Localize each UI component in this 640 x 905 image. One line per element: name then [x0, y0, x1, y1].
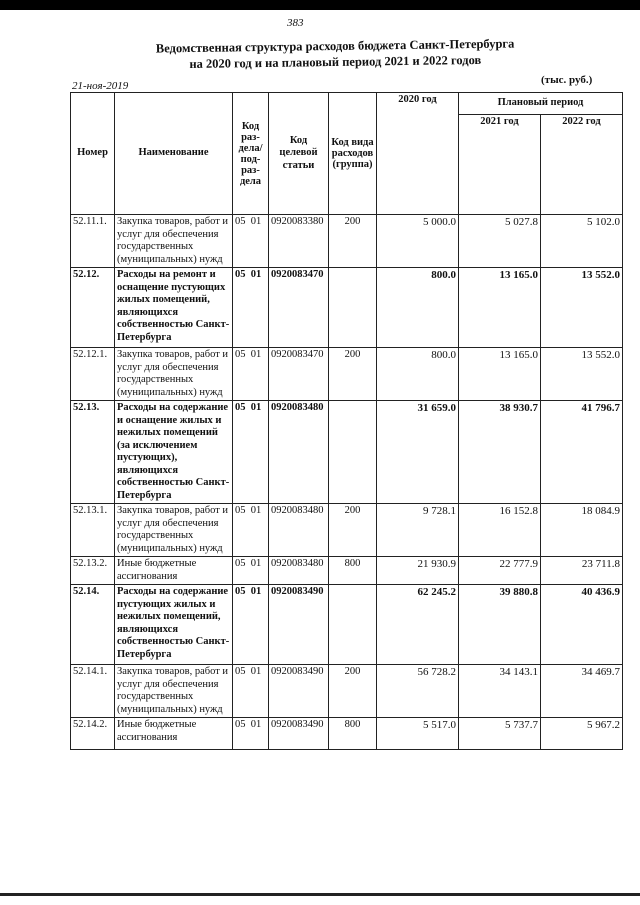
row-expense-type: 200 — [329, 348, 377, 401]
table-row — [71, 718, 623, 750]
row-value-2021: 5 027.8 — [459, 215, 541, 268]
row-name: Расходы на содержание пустующих жилых и нежилых помещений, являющихся собственностью Санкт-Петербурга — [115, 585, 233, 665]
bottom-scan-border — [0, 893, 640, 896]
row-number: 52.13.2. — [71, 557, 115, 585]
row-value-2021: 39 880.8 — [459, 585, 541, 665]
row-value-2022: 5 967.2 — [541, 718, 623, 750]
header-2022: 2022 год — [541, 115, 623, 215]
row-section-code: 05 01 — [233, 585, 269, 665]
document-title — [120, 35, 550, 73]
row-number: 52.14.2. — [71, 718, 115, 750]
row-value-2020: 56 728.2 — [377, 665, 459, 718]
header-expense-type-code: Код вида расходов (группа) — [329, 93, 377, 215]
row-name: Расходы на ремонт и оснащение пустующих жилых помещений, являющихся собственностью Санкт-Петербурга — [115, 268, 233, 348]
row-name: Закупка товаров, работ и услуг для обеспечения государственных (муниципальных) нужд — [115, 215, 233, 268]
row-target-code: 0920083470 — [269, 268, 329, 348]
row-name: Закупка товаров, работ и услуг для обеспечения государственных (муниципальных) нужд — [115, 665, 233, 718]
row-target-code: 0920083490 — [269, 665, 329, 718]
row-number: 52.14.1. — [71, 665, 115, 718]
row-value-2022: 40 436.9 — [541, 585, 623, 665]
row-name: Закупка товаров, работ и услуг для обеспечения государственных (муниципальных) нужд — [115, 504, 233, 557]
row-value-2020: 800.0 — [377, 268, 459, 348]
row-expense-type: 200 — [329, 665, 377, 718]
row-number: 52.12.1. — [71, 348, 115, 401]
table-row — [71, 665, 623, 718]
row-value-2020: 5 000.0 — [377, 215, 459, 268]
row-value-2021: 34 143.1 — [459, 665, 541, 718]
header-target-code: Код целевой статьи — [269, 93, 329, 215]
header-number: Номер — [71, 93, 115, 215]
row-value-2022: 23 711.8 — [541, 557, 623, 585]
row-target-code: 0920083480 — [269, 557, 329, 585]
row-section-code: 05 01 — [233, 401, 269, 504]
row-expense-type — [329, 268, 377, 348]
row-value-2021: 5 737.7 — [459, 718, 541, 750]
row-value-2020: 5 517.0 — [377, 718, 459, 750]
header-section-code: Код раз-дела/ под-раз-дела — [233, 93, 269, 215]
title-line-2: на 2020 год и на плановый период 2021 и 2022 годов — [189, 52, 482, 72]
row-target-code: 0920083480 — [269, 504, 329, 557]
row-expense-type: 800 — [329, 718, 377, 750]
row-target-code: 0920083490 — [269, 585, 329, 665]
row-number: 52.13. — [71, 401, 115, 504]
row-expense-type — [329, 401, 377, 504]
row-value-2021: 16 152.8 — [459, 504, 541, 557]
row-value-2020: 800.0 — [377, 348, 459, 401]
row-expense-type: 200 — [329, 215, 377, 268]
row-value-2022: 13 552.0 — [541, 268, 623, 348]
row-section-code: 05 01 — [233, 348, 269, 401]
row-target-code: 0920083470 — [269, 348, 329, 401]
row-name: Расходы на содержание и оснащение жилых и нежилых помещений (за исключением пустующих), являющихся собственностью Санкт-Петербурга — [115, 401, 233, 504]
row-expense-type — [329, 585, 377, 665]
row-number: 52.12. — [71, 268, 115, 348]
row-target-code: 0920083380 — [269, 215, 329, 268]
row-value-2022: 34 469.7 — [541, 665, 623, 718]
row-section-code: 05 01 — [233, 718, 269, 750]
table-row — [71, 504, 623, 557]
row-name: Иные бюджетные ассигнования — [115, 718, 233, 750]
row-value-2021: 38 930.7 — [459, 401, 541, 504]
header-2021: 2021 год — [459, 115, 541, 215]
row-number: 52.13.1. — [71, 504, 115, 557]
header-2020: 2020 год — [377, 93, 459, 215]
row-value-2020: 31 659.0 — [377, 401, 459, 504]
page-number: 383 — [287, 17, 304, 29]
row-value-2022: 5 102.0 — [541, 215, 623, 268]
table-row — [71, 585, 623, 665]
table-row — [71, 215, 623, 268]
row-value-2022: 18 084.9 — [541, 504, 623, 557]
row-value-2021: 22 777.9 — [459, 557, 541, 585]
row-target-code: 0920083480 — [269, 401, 329, 504]
row-value-2022: 41 796.7 — [541, 401, 623, 504]
row-expense-type: 200 — [329, 504, 377, 557]
table-body — [71, 215, 623, 750]
header-name: Наименование — [115, 93, 233, 215]
row-number: 52.11.1. — [71, 215, 115, 268]
units-label: (тыс. руб.) — [541, 74, 593, 86]
row-section-code: 05 01 — [233, 215, 269, 268]
title-line-1: Ведомственная структура расходов бюджета Санкт-Петербурга — [155, 36, 515, 56]
row-value-2020: 62 245.2 — [377, 585, 459, 665]
row-section-code: 05 01 — [233, 268, 269, 348]
budget-table — [70, 92, 623, 750]
row-name: Закупка товаров, работ и услуг для обеспечения государственных (муниципальных) нужд — [115, 348, 233, 401]
row-name: Иные бюджетные ассигнования — [115, 557, 233, 585]
row-section-code: 05 01 — [233, 665, 269, 718]
row-section-code: 05 01 — [233, 557, 269, 585]
table-row — [71, 557, 623, 585]
row-value-2020: 21 930.9 — [377, 557, 459, 585]
row-value-2021: 13 165.0 — [459, 268, 541, 348]
row-target-code: 0920083490 — [269, 718, 329, 750]
row-number: 52.14. — [71, 585, 115, 665]
row-value-2021: 13 165.0 — [459, 348, 541, 401]
row-section-code: 05 01 — [233, 504, 269, 557]
table-row — [71, 401, 623, 504]
header-plan-period: Плановый период — [459, 93, 623, 115]
table-row — [71, 348, 623, 401]
table-row — [71, 268, 623, 348]
row-value-2020: 9 728.1 — [377, 504, 459, 557]
date-stamp: 21-ноя-2019 — [72, 80, 129, 92]
top-scan-border — [0, 0, 640, 10]
row-expense-type: 800 — [329, 557, 377, 585]
row-value-2022: 13 552.0 — [541, 348, 623, 401]
